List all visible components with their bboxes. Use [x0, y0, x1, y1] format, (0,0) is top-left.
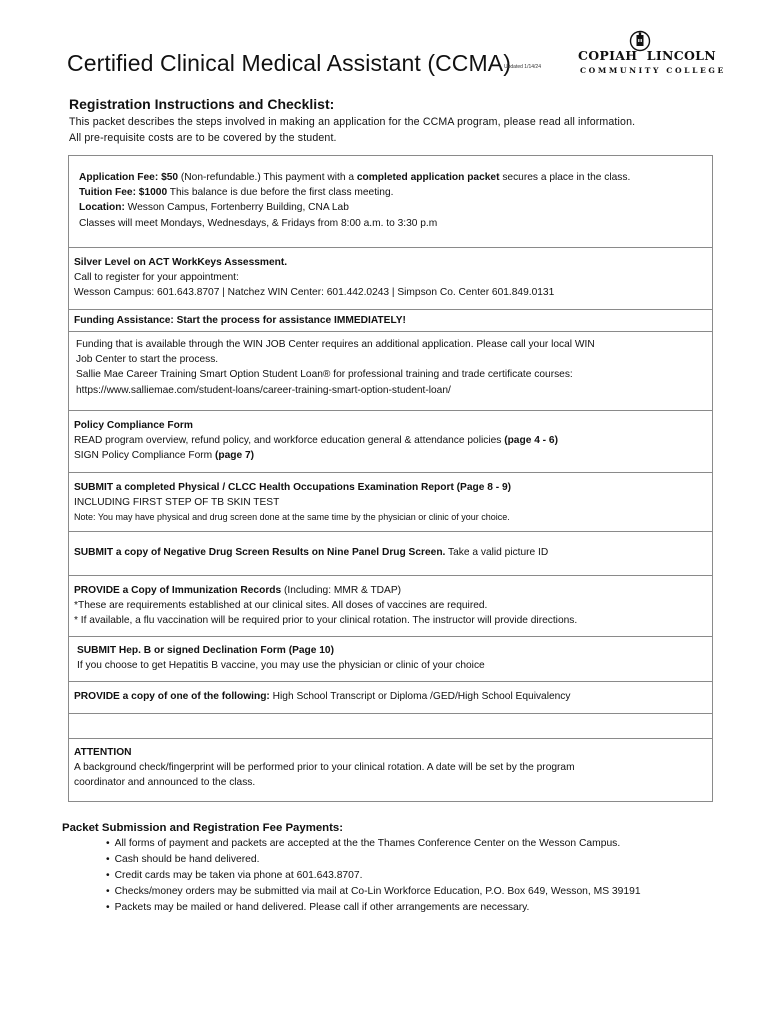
location-label: Location: [79, 202, 125, 214]
application-fee-label: Application Fee: $50 [79, 172, 179, 183]
logo-community-college: COMMUNITY COLLEGE [580, 66, 726, 75]
act-section [69, 248, 712, 310]
class-schedule: Classes will meet Mondays, Wednesdays, & Fridays from 8:00 a.m. to 3:30 p.m [79, 217, 438, 229]
hepb-heading: SUBMIT Hep. B or signed Declination Form (Page 10) [77, 645, 334, 656]
application-fee-text: (Non-refundable.) This payment with a [178, 172, 357, 183]
policy-sign-page: (page 7) [214, 450, 255, 462]
physical-note: Note: You may have physical and drug screen done at the same time by the physician or clinic of your choice. [74, 512, 510, 523]
application-fee-text-end: secures a place in the class. [499, 172, 631, 183]
funding-line: Funding that is available through the WIN JOB Center requires an additional application. Please call your local WIN [76, 339, 595, 350]
completed-packet-text: completed application packet [356, 172, 500, 183]
location-text: Wesson Campus, Fortenberry Building, CNA Lab [124, 202, 349, 214]
policy-read-text: READ program overview, refund policy, and workforce education general & attendance policies [74, 435, 505, 447]
intro-line: This packet describes the steps involved in making an application for the CCMA program, please read all information. [69, 116, 636, 128]
registration-intro [69, 115, 635, 146]
page-title: Certified Clinical Medical Assistant (CCMA) [67, 50, 511, 76]
list-item: • Cash should be hand delivered. [106, 852, 641, 868]
packet-heading: Packet Submission and Registration Fee Payments: [62, 822, 344, 834]
registration-heading: Registration Instructions and Checklist: [69, 96, 335, 112]
list-item: • Packets may be mailed or hand delivered. Please call if other arrangements are necessary. [106, 900, 641, 916]
updated-date: Updated 1/14/24 [504, 64, 541, 70]
sallie-mae-link[interactable]: https://www.salliemae.com/student-loans/career-training-smart-option-student-loan/ [76, 384, 451, 396]
policy-heading: Policy Compliance Form [74, 420, 193, 431]
college-logo [578, 30, 726, 76]
drug-screen-section [69, 532, 712, 576]
attention-line: A background check/fingerprint will be performed prior to your clinical rotation. A date will be set by the program [74, 762, 575, 774]
list-item: • Checks/money orders may be submitted via mail at Co-Lin Workforce Education, P.O. Box 649, Wesson, MS 39191 [106, 884, 641, 900]
drug-screen-heading: SUBMIT a copy of Negative Drug Screen Results on Nine Panel Drug Screen. [74, 547, 446, 558]
logo-copiah: COPIAH [578, 48, 638, 63]
immunization-heading: PROVIDE a Copy of Immunization Records [74, 585, 282, 596]
funding-heading: Funding Assistance: Start the process for assistance IMMEDIATELY! [74, 315, 406, 326]
list-item: • Credit cards may be taken via phone at 601.643.8707. [106, 868, 641, 884]
tuition-fee-text: This balance is due before the first class meeting. [167, 187, 394, 199]
attention-heading: ATTENTION [74, 747, 132, 758]
attention-section [69, 739, 712, 803]
physical-section [69, 473, 712, 532]
policy-read-pages: (page 4 - 6) [504, 435, 558, 447]
tuition-fee-label: Tuition Fee: $1000 [79, 187, 168, 199]
hepb-line: If you choose to get Hepatitis B vaccine, you may use the physician or clinic of your choice [77, 660, 485, 672]
checklist-box [68, 155, 713, 802]
education-heading: PROVIDE a copy of one of the following: [74, 691, 270, 702]
intro-line: All pre-requisite costs are to be covered by the student. [69, 131, 337, 144]
list-item: • All forms of payment and packets are accepted at the the Thames Conference Center on the Wesson Campus. [106, 836, 641, 852]
immunization-suffix: (Including: MMR & TDAP) [281, 585, 402, 596]
hepb-section [69, 637, 712, 682]
act-phone-numbers: Wesson Campus: 601.643.8707 | Natchez WIN Center: 601.442.0243 | Simpson Co. Center 601.849.0131 [74, 287, 555, 299]
immunization-line: * If available, a flu vaccination will be required prior to your clinical rotation. The instructor will provide directions. [74, 615, 578, 627]
act-heading: Silver Level on ACT WorkKeys Assessment. [74, 257, 288, 268]
funding-section [69, 310, 712, 332]
funding-line: Job Center to start the process. [76, 354, 219, 366]
fees-section [69, 156, 712, 248]
education-section [69, 682, 712, 714]
attention-line: coordinator and announced to the class. [74, 777, 256, 789]
drug-screen-text: Take a valid picture ID [445, 547, 549, 558]
empty-section [69, 714, 712, 739]
logo-lincoln: LINCOLN [646, 48, 716, 63]
funding-line: Sallie Mae Career Training Smart Option Student Loan® for professional training and trade certificate courses: [76, 369, 573, 381]
tb-test-line: INCLUDING FIRST STEP OF TB SKIN TEST [74, 497, 280, 509]
funding-info-section [69, 332, 712, 411]
policy-section [69, 411, 712, 473]
physical-heading: SUBMIT a completed Physical / CLCC Health Occupations Examination Report (Page 8 - 9) [74, 482, 512, 493]
immunization-line: *These are requirements established at our clinical sites. All doses of vaccines are required. [74, 600, 488, 612]
policy-sign-text: SIGN Policy Compliance Form [74, 450, 215, 462]
immunization-section [69, 576, 712, 637]
packet-list [106, 836, 641, 916]
education-text: High School Transcript or Diploma /GED/High School Equivalency [269, 691, 571, 702]
act-line: Call to register for your appointment: [74, 272, 239, 284]
